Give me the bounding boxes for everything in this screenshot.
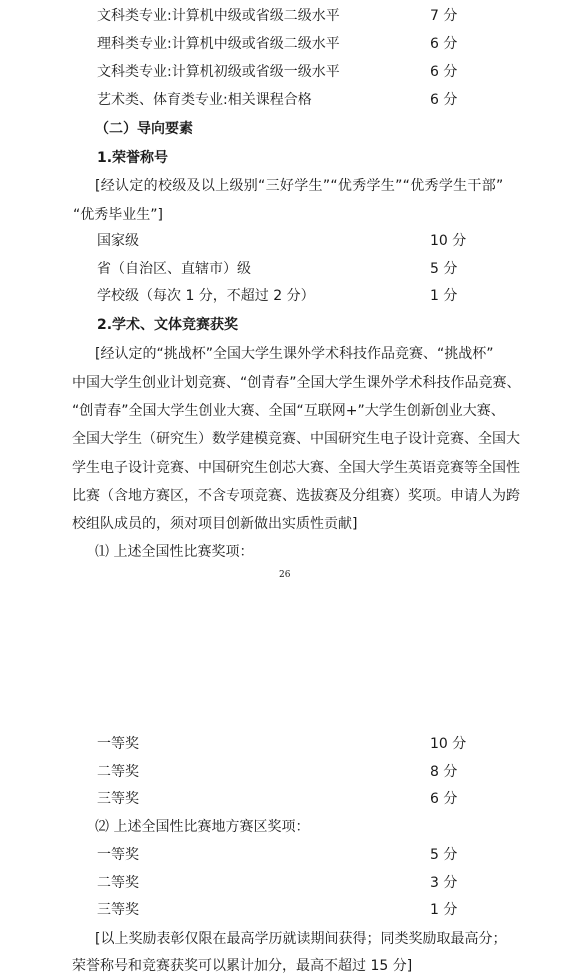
note-line: 学生电子设计竞赛、中国研究生创芯大赛、全国大学生英语竞赛等全国性 xyxy=(72,460,520,476)
note-line: [以上奖励表彰仅限在最高学历就读期间获得；同类奖励取最高分； xyxy=(95,931,507,947)
note-line: [经认定的校级及以上级别“三好学生”“优秀学生”“优秀学生干部” xyxy=(95,178,504,194)
item-score: 10 分 xyxy=(430,736,467,752)
item-label: 三等奖 xyxy=(97,791,139,807)
item-label: 二等奖 xyxy=(97,875,139,891)
note-line: 比赛（含地方赛区，不含专项竞赛、选拔赛及分组赛）奖项。申请人为跨 xyxy=(72,488,520,504)
item-label: 学校级（每次 1 分，不超过 2 分） xyxy=(97,288,315,304)
note-line: 校组队成员的，须对项目创新做出实质性贡献] xyxy=(72,516,358,532)
subsection-heading: 1.荣誉称号 xyxy=(97,150,169,166)
note-line: 中国大学生创业计划竞赛、“创青春”全国大学生课外学术科技作品竞赛、 xyxy=(72,375,521,391)
note-line: 荣誉称号和竞赛获奖可以累计加分，最高不超过 15 分] xyxy=(72,958,413,974)
sub-heading: ⑵ 上述全国性比赛地方赛区奖项： xyxy=(95,819,310,835)
item-score: 1 分 xyxy=(430,288,458,304)
note-line: “创青春”全国大学生创业大赛、全国“互联网+”大学生创新创业大赛、 xyxy=(72,403,505,419)
item-score: 6 分 xyxy=(430,36,458,52)
note-line: “优秀毕业生”] xyxy=(73,207,163,223)
item-label: 三等奖 xyxy=(97,902,139,918)
item-score: 6 分 xyxy=(430,791,458,807)
subsection-heading: 2.学术、文体竞赛获奖 xyxy=(97,317,239,333)
note-line: [经认定的“挑战杯”全国大学生课外学术科技作品竞赛、“挑战杯” xyxy=(95,346,494,362)
item-score: 1 分 xyxy=(430,902,458,918)
item-label: 理科类专业:计算机中级或省级二级水平 xyxy=(97,36,340,52)
item-score: 7 分 xyxy=(430,8,458,24)
sub-heading: ⑴ 上述全国性比赛奖项： xyxy=(95,544,254,560)
item-label: 文科类专业:计算机中级或省级二级水平 xyxy=(97,8,340,24)
item-score: 5 分 xyxy=(430,261,458,277)
item-score: 10 分 xyxy=(430,233,467,249)
item-label: 国家级 xyxy=(97,233,139,249)
item-label: 文科类专业:计算机初级或省级一级水平 xyxy=(97,64,340,80)
item-label: 二等奖 xyxy=(97,764,139,780)
item-score: 5 分 xyxy=(430,847,458,863)
item-label: 省（自治区、直辖市）级 xyxy=(97,261,251,277)
note-line: 全国大学生（研究生）数学建模竞赛、中国研究生电子设计竞赛、全国大 xyxy=(72,431,520,447)
item-score: 3 分 xyxy=(430,875,458,891)
section-heading: （二）导向要素 xyxy=(95,121,193,137)
item-label: 艺术类、体育类专业:相关课程合格 xyxy=(97,92,312,108)
page-number: 26 xyxy=(279,570,291,580)
item-score: 6 分 xyxy=(430,92,458,108)
item-label: 一等奖 xyxy=(97,847,139,863)
item-score: 6 分 xyxy=(430,64,458,80)
item-score: 8 分 xyxy=(430,764,458,780)
item-label: 一等奖 xyxy=(97,736,139,752)
